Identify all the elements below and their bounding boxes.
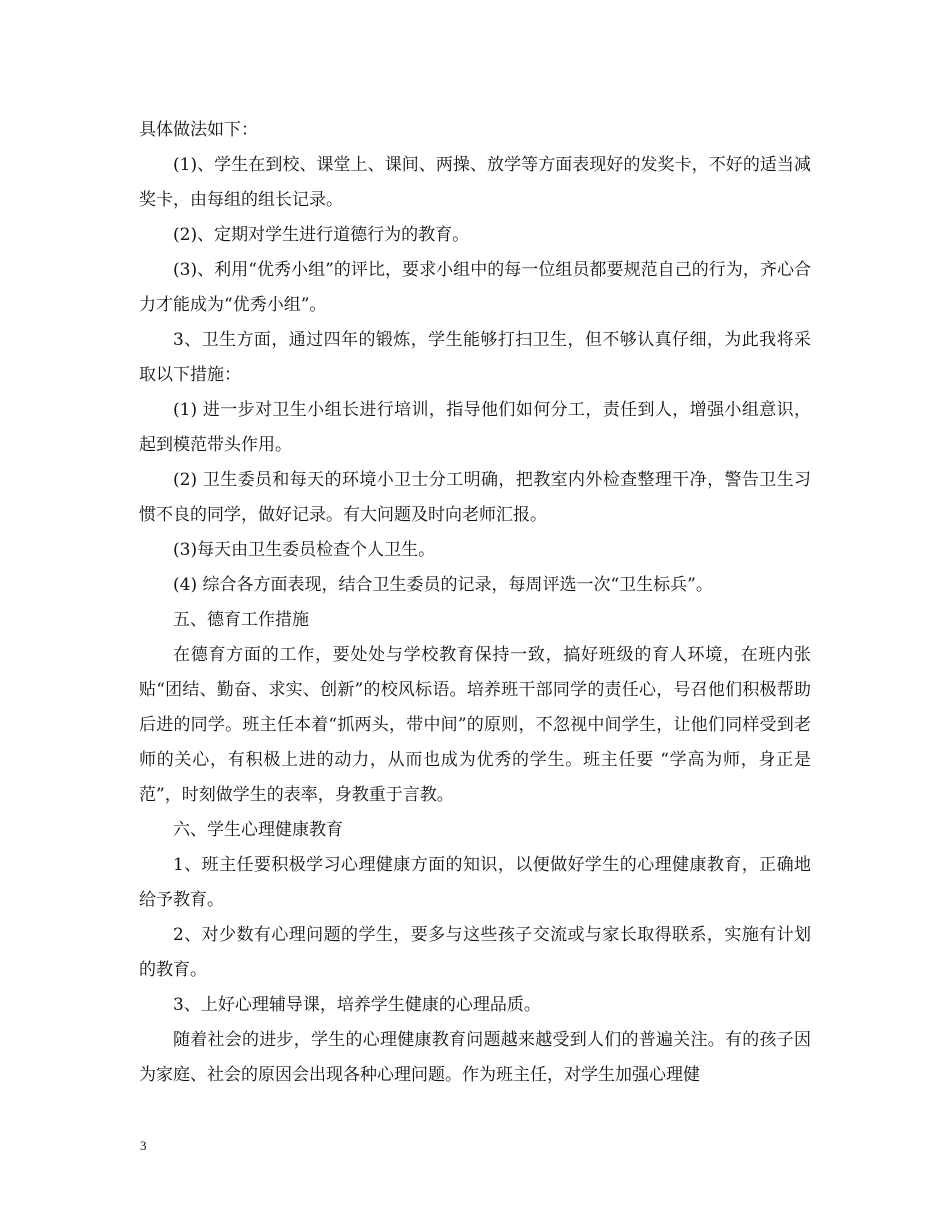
section-heading: 六、学生心理健康教育 (173, 820, 343, 840)
paragraph: 随着社会的进步，学生的心理健康教育问题越来越受到人们的普遍关注。有的孩子因为家庭、社会的原因会出现各种心理问题。作为班主任，对学生加强心理健 (139, 1030, 811, 1085)
paragraph: 3、上好心理辅导课，培养学生健康的心理品质。 (173, 995, 541, 1015)
paragraph: (1) 进一步对卫生小组长进行培训，指导他们如何分工，责任到人，增强小组意识，起到模范带头作用。 (139, 400, 811, 455)
page-number: 3 (140, 1138, 147, 1153)
paragraph: (3)、利用“优秀小组”的评比，要求小组中的每一位组员都要规范自己的行为，齐心合力才能成为“优秀小组”。 (139, 260, 811, 315)
paragraph: 在德育方面的工作，要处处与学校教育保持一致，搞好班级的育人环境，在班内张贴“团结、勤奋、求实、创新”的校风标语。培养班干部同学的责任心，号召他们积极帮助后进的同学。班主任本着“抓两头，带中间”的原则，不忽视中间学生，让他们同样受到老师的关心，有积极上进的动力，从而也成为优秀的学生。班主任要 “学高为师，身正是范”，时刻做学生的表率，身教重于言教。 (139, 645, 811, 805)
paragraph: 具体做法如下： (139, 120, 258, 140)
paragraph: (3)每天由卫生委员检查个人卫生。 (173, 540, 436, 560)
section-heading: 五、德育工作措施 (173, 610, 309, 630)
document-body (139, 113, 811, 1093)
paragraph: (1)、学生在到校、课堂上、课间、两操、放学等方面表现好的发奖卡，不好的适当减奖卡，由每组的组长记录。 (139, 155, 811, 210)
paragraph: 2、对少数有心理问题的学生，要多与这些孩子交流或与家长取得联系，实施有计划的教育。 (139, 925, 811, 980)
paragraph: 3、卫生方面，通过四年的锻炼，学生能够打扫卫生，但不够认真仔细，为此我将采取以下措施： (139, 330, 811, 385)
paragraph: 1、班主任要积极学习心理健康方面的知识，以便做好学生的心理健康教育，正确地给予教育。 (139, 855, 811, 910)
paragraph: (2)、定期对学生进行道德行为的教育。 (173, 225, 470, 245)
paragraph: (4) 综合各方面表现，结合卫生委员的记录，每周评选一次“卫生标兵”。 (173, 575, 713, 595)
paragraph: (2) 卫生委员和每天的环境小卫士分工明确，把教室内外检查整理干净，警告卫生习惯不良的同学，做好记录。有大问题及时向老师汇报。 (139, 470, 811, 525)
